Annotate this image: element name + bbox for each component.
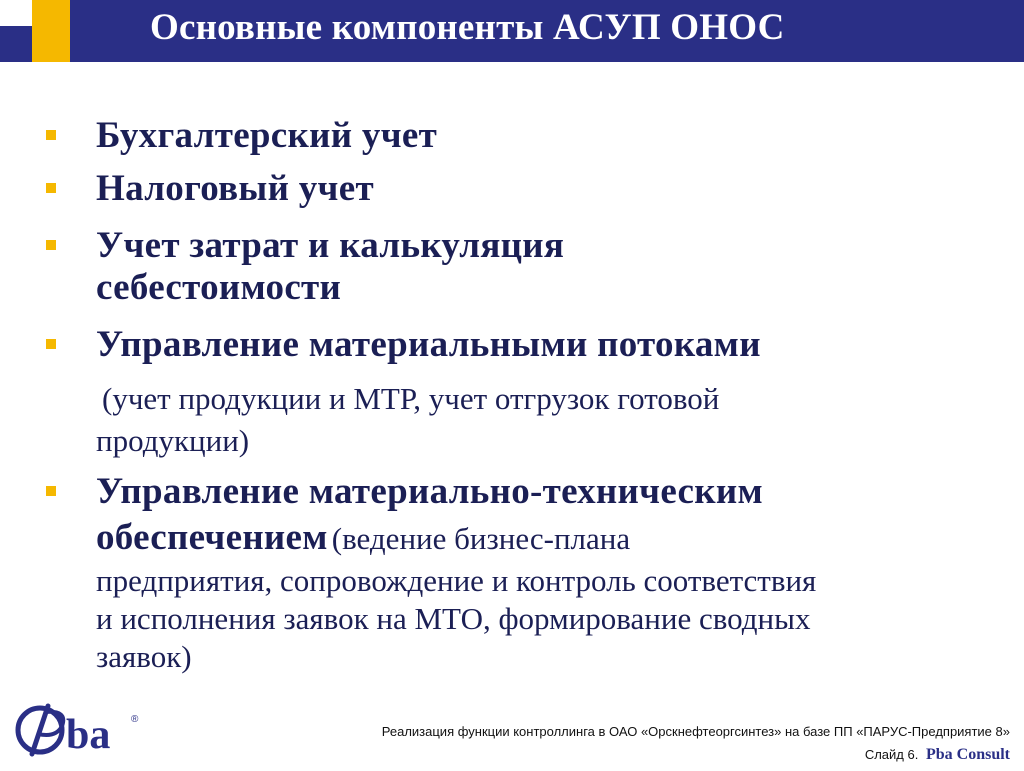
bullet-item-costing-line2: себестоимости (96, 267, 342, 308)
bullet-item-supply-line2 (96, 516, 630, 559)
bullet-item-supply-note-line3: заявок) (96, 639, 192, 674)
bullet-item-supply-bold: обеспечением (96, 517, 328, 558)
bullet-item-supply-line1: Управление материально-техническим (96, 471, 763, 512)
footer-slide-info (865, 746, 1010, 764)
footer-description: Реализация функции контроллинга в ОАО «Орскнефтеоргсинтез» на базе ПП «ПАРУС-Предприятие 8» (381, 724, 1010, 739)
bullet-marker (46, 183, 56, 193)
brand-name: Pba Consult (925, 746, 1010, 763)
bullet-item-material-flows-note-line1: (учет продукции и МТР, учет отгрузок готовой (102, 381, 720, 416)
pba-logo-icon (10, 696, 150, 766)
corner-accent-white (0, 0, 32, 26)
bullet-item-tax: Налоговый учет (96, 168, 374, 209)
bullet-marker (46, 486, 56, 496)
bullet-item-costing-line1: Учет затрат и калькуляция (96, 225, 565, 266)
bullet-marker (46, 130, 56, 140)
pba-logo (10, 696, 150, 766)
bullet-item-material-flows-note-line2: продукции) (96, 423, 250, 458)
bullet-item-accounting: Бухгалтерский учет (96, 115, 438, 156)
bullet-marker (46, 339, 56, 349)
logo-registered-mark: ® (131, 714, 139, 725)
bullet-item-supply-note-line1: предприятия, сопровождение и контроль соответствия (96, 563, 817, 598)
slide-number: Слайд 6. (864, 747, 919, 762)
bullet-marker (46, 240, 56, 250)
slide-title: Основные компоненты АСУП ОНОС (150, 7, 785, 48)
corner-accent-blue (0, 26, 32, 62)
bullet-item-supply-note-inline: (ведение бизнес-плана (331, 521, 631, 556)
corner-accent (0, 0, 70, 62)
bullet-item-material-flows: Управление материальными потоками (96, 324, 761, 365)
title-bar (0, 0, 1024, 62)
logo-text: ba (66, 712, 111, 758)
bullet-item-supply-note-line2: и исполнения заявок на МТО, формирование сводных (96, 601, 811, 636)
